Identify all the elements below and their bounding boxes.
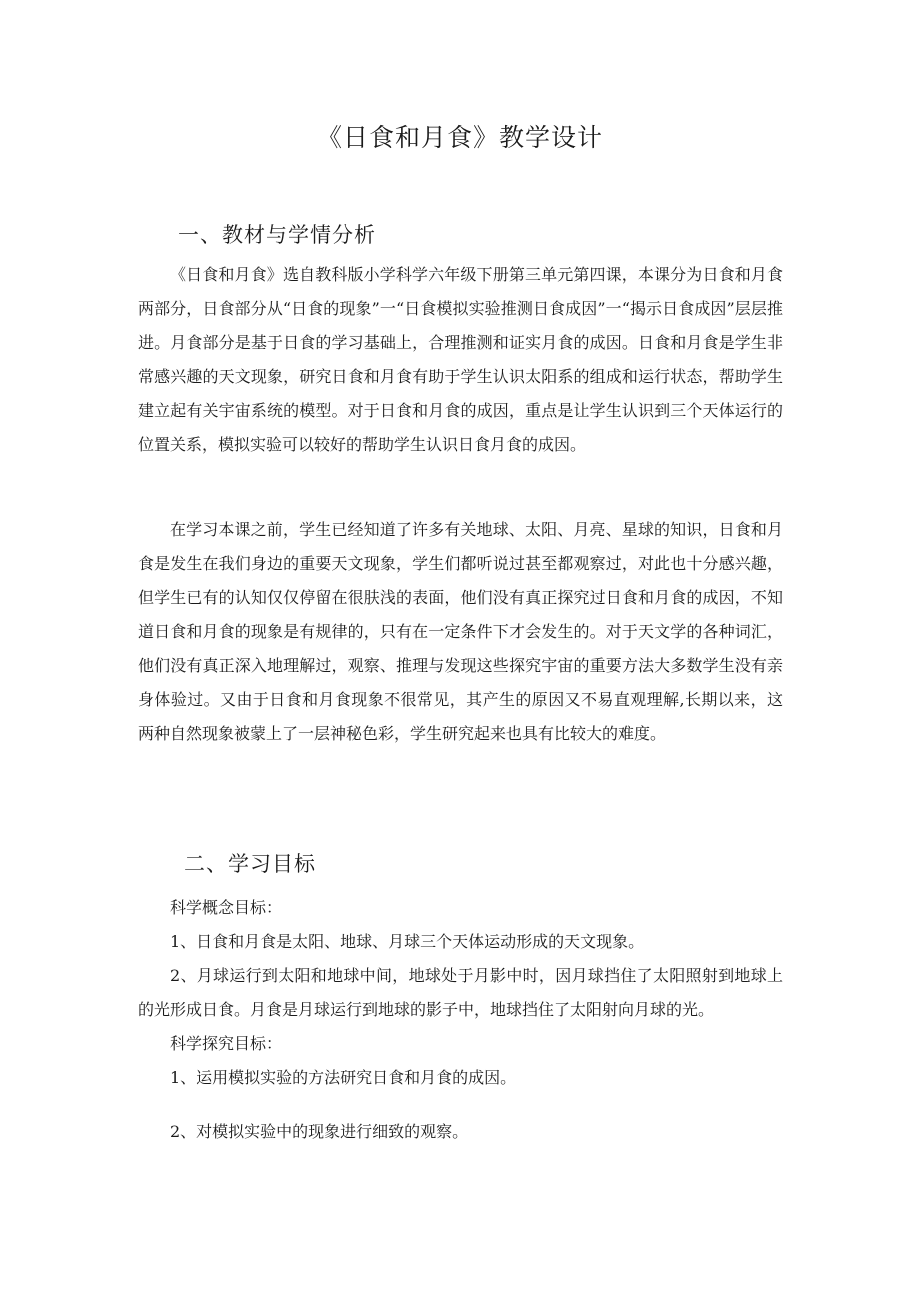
document-title: 《日食和月食》教学设计 — [316, 123, 603, 152]
concept-objective-item: 2、月球运行到太阳和地球中间，地球处于月影中时，因月球挡住了太阳照射到地球上的光形成日食。月食是月球运行到地球的影子中，地球挡住了太阳射向月球的光。 — [138, 966, 783, 1019]
inquiry-objective-item: 1、运用模拟实验的方法研究日食和月食的成因。 — [170, 1068, 517, 1087]
inquiry-objective-label: 科学探究目标： — [170, 1034, 283, 1053]
section-heading-analysis: 一、教材与学情分析 — [178, 223, 376, 247]
concept-objective-item: 1、日食和月食是太阳、地球、月球三个天体运动形成的天文现象。 — [170, 932, 645, 951]
concept-objective-label: 科学概念目标： — [170, 898, 283, 917]
paragraph-textbook-analysis: 《日食和月食》选自教科版小学科学六年级下册第三单元第四课，本课分为日食和月食两部分，日食部分从“日食的现象”一“日食模拟实验推测日食成因”一“揭示日食成因”层层推进。月食部分是基于日食的学习基础上，合理推测和证实月食的成因。日食和月食是学生非常感兴趣的天文现象，研究日食和月食有助于学生认识太阳系的组成和运行状态，帮助学生建立起有关宇宙系统的模型。对于日食和月食的成因，重点是让学生认识到三个天体运行的位置关系，模拟实验可以较好的帮助学生认识日食月食的成因。 — [138, 265, 783, 454]
section-heading-objectives: 二、学习目标 — [184, 852, 316, 876]
inquiry-objective-item: 2、对模拟实验中的现象进行细致的观察。 — [170, 1122, 469, 1141]
paragraph-student-analysis: 在学习本课之前，学生已经知道了许多有关地球、太阳、月亮、星球的知识，日食和月食是发生在我们身边的重要天文现象，学生们都听说过甚至都观察过，对此也十分感兴趣，但学生已有的认知仅仅停留在很肤浅的表面，他们没有真正探究过日食和月食的成因，不知道日食和月食的现象是有规律的，只有在一定条件下才会发生的。对于天文学的各种词汇，他们没有真正深入地理解过，观察、推理与发现这些探究宇宙的重要方法大多数学生没有亲身体验过。又由于日食和月食现象不很常见，其产生的原因又不易直观理解,长期以来，这两种自然现象被蒙上了一层神秘色彩，学生研究起来也具有比较大的难度。 — [138, 520, 783, 743]
